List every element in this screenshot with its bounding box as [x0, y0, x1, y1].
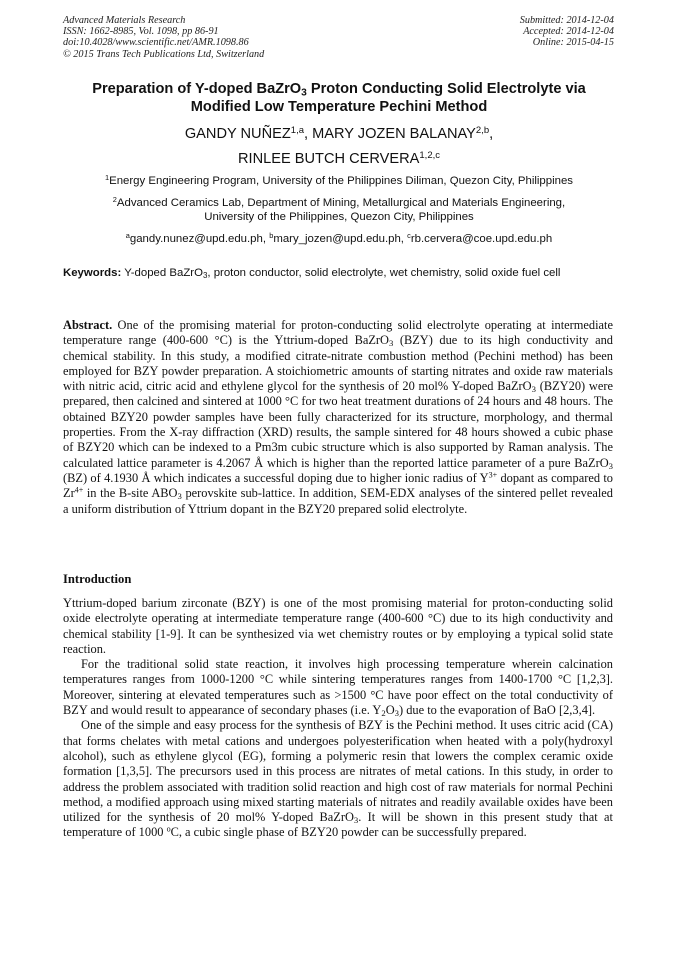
author-name: RINLEE BUTCH CERVERA [238, 151, 420, 167]
online-date: Online: 2015-04-15 [532, 37, 614, 49]
affiliation-1: $^1$Energy Engineering Program, University of the Philippines Diliman, Quezon City, Philippines [105, 172, 573, 187]
email-link[interactable]: rb.cervera@coe.upd.edu.ph [410, 233, 553, 245]
email-link[interactable]: gandy.nunez@upd.edu.ph [129, 233, 263, 245]
email-link[interactable]: mary_jozen@upd.edu.ph [273, 233, 401, 245]
abstract: Abstract. One of the promising material for proton-conducting solid electrolyte operating at intermediate temperature range (400-600 °C) is the Yttrium-doped BaZrO$_3$ (BZY) due to its high conductivity and chemical stability. In this study, a modified citrate-nitrate combustion method (Pechini method) has been employed for BZY powder preparation. A stoichiometric amounts of starting nitrates and oxide raw materials with nitric acid, citric acid and ethylene glycol for the synthesis of 20 mol% Y-doped BaZrO$_3$ (BZY20) were prepared, then calcined and sintered at 1000 °C for two heat treatment durations of 24 hours and 48 hours. The obtained BZY20 powder samples have been fully characterized for its structure, morphology, and thermal properties. From the X-ray diffraction (XRD) results, the sample sintered for 48 hours showed a cubic phase of BZY20 which can be indexed to a Pm3m cubic structure which is also supported by Raman analysis. The calculated lattice parameter is 4.2067 Å which is higher than the reported lattice parameter of a pure BaZrO$_3$ (BZ) of 4.1930 Å which indicates a successful doping due to higher ionic radius of $Y^{3+}$ dopant as compared to $Zr^{4+}$ in the B-site $ABO_3$ perovskite sub-lattice. In addition, SEM-EDX analyses of the sintered pellet revealed a uniform distribution of Yttrium dopant in the BZY20 prepared solid electrolyte. [63, 318, 614, 516]
abstract-label: Abstract. [63, 318, 113, 332]
affiliation-2: $^2$Advanced Ceramics Lab, Department of Mining, Metallurgical and Materials Engineering, University of the Philippines, Quezon City, Philippines [112, 194, 566, 223]
paragraph: For the traditional solid state reaction, it involves high processing temperature wherein calcination temperatures ranges from 1000-1200 °C while sintering temperatures ranges from 1400-1700 °C [1,2,3]. Moreover, sintering at elevated temperatures such as >1500 °C have poor effect on the total conductivity of BZY and would result to appearance of secondary phases (i.e. $Y_2O_3$) due to the evaporation of BaO [2,3,4]. [63, 657, 613, 719]
keywords: Keywords: Y-doped BaZrO$_3$, proton conductor, solid electrolyte, wet chemistry, solid oxide fuel cell [63, 267, 561, 280]
submitted-date: Submitted: 2014-12-04 [519, 15, 614, 26]
paragraph: One of the simple and easy process for the synthesis of BZY is the Pechini method. It uses citric acid (CA) that forms chelates with metal cations and undergoes polyesterification when heated with a poly(hydroxyl alcohol), such as ethylene glycol (EG), forming a polymeric resin that lowers the complex ceramic oxide formation [1,3,5]. The precursors used in this process are nitrates of metal cations. In this study, in order to address the problem associated with tradition solid reaction and high cost of raw materials for normal Pechini method, a modified approach using mixed starting materials of nitrates and readily available oxides have been utilized for the synthesis of 20 mol% Y-doped BaZrO$_3$. It will be shown in this present study that at temperature of 1000 $^o$C, a cubic single phase of BZY20 powder can be successfully prepared. [63, 718, 613, 840]
journal-header-left [63, 15, 264, 60]
journal-name: Advanced Materials Research [63, 15, 186, 26]
paragraph: Yttrium-doped barium zirconate (BZY) is one of the most promising material for proton-conducting solid oxide electrolyte operating at intermediate temperature range (400-600 °C) due to its high conductivity and chemical stability [1-9]. It can be synthesized via wet chemistry routes or by employing a typical solid state reaction. [63, 596, 613, 656]
section-heading-introduction: Introduction [63, 572, 132, 586]
journal-header-right [520, 15, 614, 49]
accepted-date: Accepted: 2014-12-04 [523, 26, 614, 38]
email-list: $^a$gandy.nunez@upd.edu.ph, $^b$mary_jozen@upd.edu.ph, $^c$rb.cervera@coe.upd.edu.ph [125, 230, 553, 245]
keywords-label: Keywords: [63, 267, 122, 279]
paper-title: Preparation of Y-doped BaZrO$_3$ Proton Conducting Solid Electrolyte via Modified Low Temperature Pechini Method [92, 81, 586, 115]
author-name: GANDY NUÑEZ [184, 126, 291, 142]
journal-issn: ISSN: 1662-8985, Vol. 1098, pp 86-91 [63, 26, 219, 38]
introduction-body [63, 596, 613, 841]
author-list: GANDY NUÑEZ$^{1,a}$, MARY JOZEN BALANAY$^{2,b}$, RINLEE BUTCH CERVERA$^{1,2,c}$ [184, 124, 494, 167]
author-name: MARY JOZEN BALANAY [312, 126, 476, 142]
journal-doi: doi:10.4028/www.scientific.net/AMR.1098.86 [63, 37, 249, 49]
journal-copyright: © 2015 Trans Tech Publications Ltd, Switzerland [63, 48, 265, 60]
